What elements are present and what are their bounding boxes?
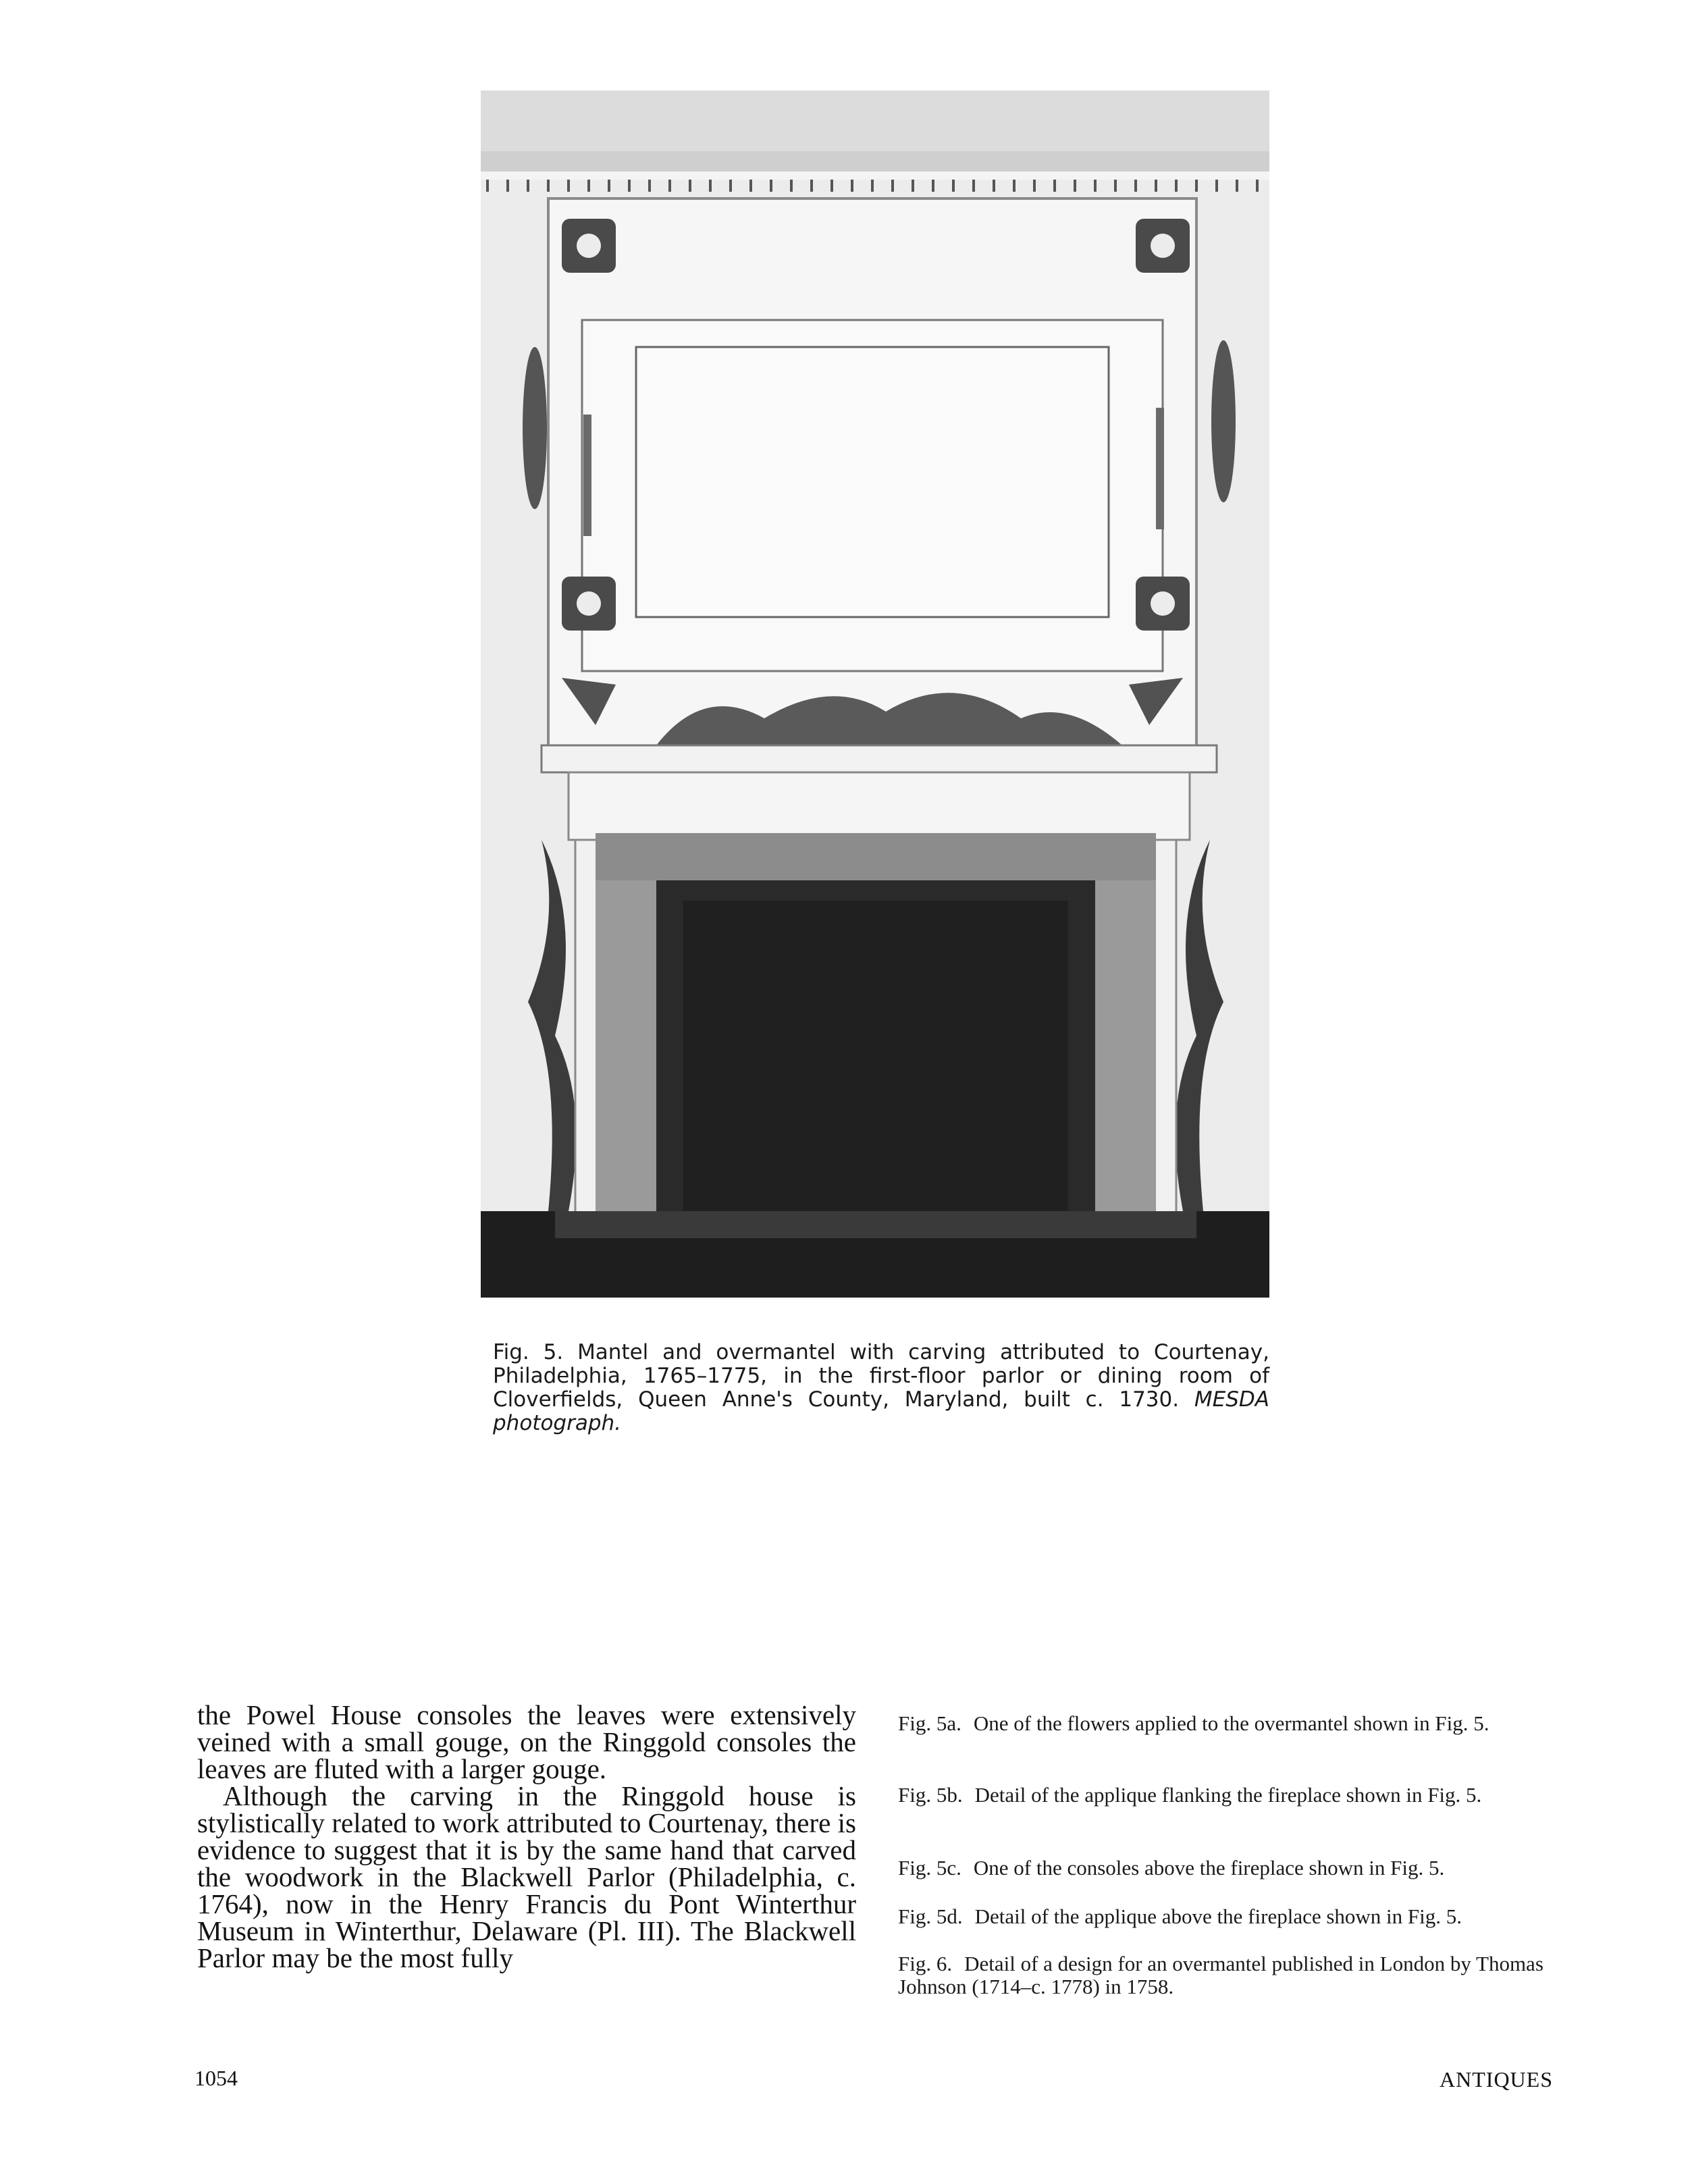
caption-number: Fig. 5c. [898, 1856, 961, 1880]
caption-number: Fig. 6. [898, 1952, 953, 1975]
caption-fig-6 [898, 1952, 1553, 1998]
caption-fig-5c [898, 1857, 1553, 1880]
figure-credit: MESDA photograph. [493, 1387, 1269, 1435]
body-paragraph: the Powel House consoles the leaves were extensively veined with a small gouge, on the Ringgold consoles the leaves are fluted with a larger gouge. [197, 1699, 856, 1784]
figure-caption [493, 1341, 1269, 1435]
caption-fig-5b [898, 1784, 1553, 1807]
caption-fig-5a [898, 1712, 1553, 1735]
caption-number: Fig. 5a. [898, 1711, 961, 1735]
caption-number: Fig. 5d. [898, 1905, 963, 1928]
figure-caption-text: Fig. 5. Mantel and overmantel with carving attributed to Courtenay, Philadelphia, 1765–1775, in the first-floor parlor or dining room of Cloverfields, Queen Anne's County, Maryland, built c. 1730. [493, 1340, 1269, 1412]
magazine-name: ANTIQUES [1440, 2067, 1553, 2092]
caption-fig-5d [898, 1905, 1553, 1928]
page-number: 1054 [194, 2066, 238, 2090]
body-paragraph: Although the carving in the Ringgold house is stylistically related to work attributed to Courtenay, there is evidence to suggest that it is by the same hand that carved the woodwork in the Blackwell Parlor (Philadelphia, c. 1764), now in the Henry Francis du Pont Winterthur Museum in Winterthur, Delaware (Pl. III). The Blackwell Parlor may be the most fully [197, 1780, 856, 1973]
caption-number: Fig. 5b. [898, 1783, 963, 1807]
caption-text: One of the flowers applied to the overmantel shown in Fig. 5. [973, 1711, 1489, 1735]
caption-text: One of the consoles above the fireplace shown in Fig. 5. [973, 1856, 1445, 1880]
caption-text: Detail of the applique flanking the fireplace shown in Fig. 5. [974, 1783, 1482, 1807]
mantel-photograph [481, 90, 1269, 1298]
caption-text: Detail of the applique above the fireplace shown in Fig. 5. [974, 1905, 1462, 1928]
mantel-illustration [481, 90, 1269, 1298]
body-text-column [197, 1701, 856, 1971]
caption-text: Detail of a design for an overmantel published in London by Thomas Johnson (1714–c. 1778) in 1758. [898, 1952, 1544, 1998]
